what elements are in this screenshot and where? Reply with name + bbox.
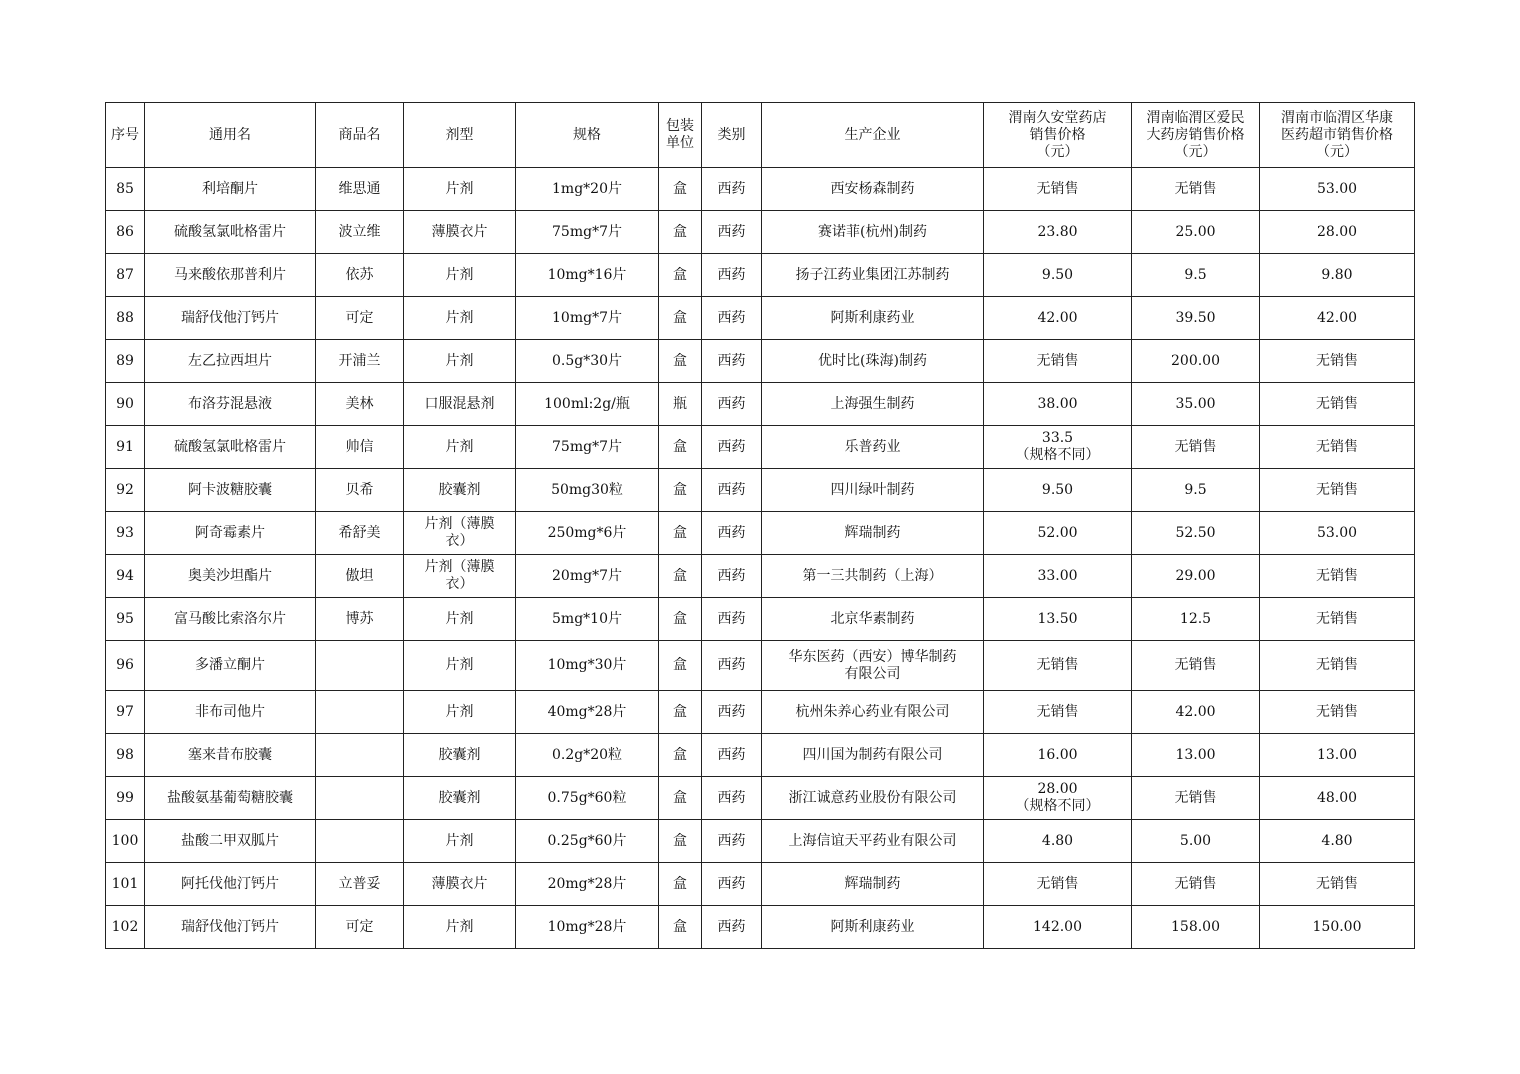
cell-manufacturer: 西安杨森制药 xyxy=(762,168,984,211)
table-row xyxy=(106,555,1415,598)
cell-manufacturer: 北京华素制药 xyxy=(762,598,984,641)
cell-brand-name: 博苏 xyxy=(316,598,404,641)
table-row xyxy=(106,211,1415,254)
cell-manufacturer: 赛诺菲(杭州)制药 xyxy=(762,211,984,254)
header-price-huakang: 渭南市临渭区华康 医药超市销售价格 （元） xyxy=(1260,103,1415,168)
header-seq: 序号 xyxy=(106,103,145,168)
header-generic-name: 通用名 xyxy=(145,103,316,168)
cell-category: 西药 xyxy=(702,383,762,426)
cell-seq: 87 xyxy=(106,254,145,297)
cell-price-jiuantang: 无销售 xyxy=(984,863,1132,906)
cell-seq: 100 xyxy=(106,820,145,863)
cell-seq: 93 xyxy=(106,512,145,555)
cell-package-unit: 瓶 xyxy=(659,383,702,426)
cell-manufacturer: 四川绿叶制药 xyxy=(762,469,984,512)
cell-seq: 91 xyxy=(106,426,145,469)
cell-manufacturer: 上海强生制药 xyxy=(762,383,984,426)
cell-dosage-form: 片剂 xyxy=(404,340,516,383)
cell-generic-name: 左乙拉西坦片 xyxy=(145,340,316,383)
cell-price-huakang: 9.80 xyxy=(1260,254,1415,297)
cell-seq: 95 xyxy=(106,598,145,641)
cell-generic-name: 非布司他片 xyxy=(145,691,316,734)
cell-specification: 10mg*7片 xyxy=(516,297,659,340)
cell-generic-name: 富马酸比索洛尔片 xyxy=(145,598,316,641)
table-row xyxy=(106,297,1415,340)
table-row xyxy=(106,254,1415,297)
cell-generic-name: 盐酸氨基葡萄糖胶囊 xyxy=(145,777,316,820)
cell-seq: 94 xyxy=(106,555,145,598)
cell-seq: 85 xyxy=(106,168,145,211)
cell-brand-name xyxy=(316,691,404,734)
cell-dosage-form: 片剂 xyxy=(404,691,516,734)
cell-generic-name: 硫酸氢氯吡格雷片 xyxy=(145,211,316,254)
cell-dosage-form: 片剂 xyxy=(404,598,516,641)
cell-price-jiuantang: 23.80 xyxy=(984,211,1132,254)
cell-brand-name: 可定 xyxy=(316,906,404,949)
cell-price-huakang: 无销售 xyxy=(1260,641,1415,691)
cell-brand-name: 波立维 xyxy=(316,211,404,254)
cell-price-huakang: 无销售 xyxy=(1260,383,1415,426)
cell-seq: 97 xyxy=(106,691,145,734)
cell-specification: 0.5g*30片 xyxy=(516,340,659,383)
header-price-aimin: 渭南临渭区爱民 大药房销售价格 （元） xyxy=(1132,103,1260,168)
cell-brand-name: 傲坦 xyxy=(316,555,404,598)
cell-package-unit: 盒 xyxy=(659,555,702,598)
cell-generic-name: 阿奇霉素片 xyxy=(145,512,316,555)
cell-category: 西药 xyxy=(702,469,762,512)
cell-package-unit: 盒 xyxy=(659,469,702,512)
cell-brand-name xyxy=(316,641,404,691)
cell-generic-name: 瑞舒伐他汀钙片 xyxy=(145,906,316,949)
cell-specification: 75mg*7片 xyxy=(516,426,659,469)
cell-dosage-form: 胶囊剂 xyxy=(404,734,516,777)
cell-price-huakang: 42.00 xyxy=(1260,297,1415,340)
cell-price-jiuantang: 52.00 xyxy=(984,512,1132,555)
cell-generic-name: 阿卡波糖胶囊 xyxy=(145,469,316,512)
cell-manufacturer: 阿斯利康药业 xyxy=(762,297,984,340)
cell-package-unit: 盒 xyxy=(659,734,702,777)
cell-price-huakang: 28.00 xyxy=(1260,211,1415,254)
cell-category: 西药 xyxy=(702,863,762,906)
table-row xyxy=(106,691,1415,734)
cell-package-unit: 盒 xyxy=(659,777,702,820)
cell-specification: 1mg*20片 xyxy=(516,168,659,211)
header-category: 类别 xyxy=(702,103,762,168)
cell-seq: 90 xyxy=(106,383,145,426)
cell-specification: 50mg30粒 xyxy=(516,469,659,512)
cell-price-jiuantang: 42.00 xyxy=(984,297,1132,340)
cell-price-aimin: 无销售 xyxy=(1132,426,1260,469)
cell-dosage-form: 片剂 xyxy=(404,426,516,469)
cell-manufacturer: 上海信谊天平药业有限公司 xyxy=(762,820,984,863)
cell-dosage-form: 口服混悬剂 xyxy=(404,383,516,426)
cell-category: 西药 xyxy=(702,734,762,777)
cell-specification: 10mg*28片 xyxy=(516,906,659,949)
header-price-jiuantang: 渭南久安堂药店 销售价格 （元） xyxy=(984,103,1132,168)
cell-specification: 5mg*10片 xyxy=(516,598,659,641)
cell-manufacturer: 扬子江药业集团江苏制药 xyxy=(762,254,984,297)
cell-generic-name: 盐酸二甲双胍片 xyxy=(145,820,316,863)
cell-package-unit: 盒 xyxy=(659,297,702,340)
cell-seq: 86 xyxy=(106,211,145,254)
table-row xyxy=(106,340,1415,383)
cell-category: 西药 xyxy=(702,168,762,211)
cell-price-aimin: 35.00 xyxy=(1132,383,1260,426)
cell-category: 西药 xyxy=(702,211,762,254)
cell-price-huakang: 48.00 xyxy=(1260,777,1415,820)
cell-generic-name: 布洛芬混悬液 xyxy=(145,383,316,426)
cell-seq: 102 xyxy=(106,906,145,949)
cell-price-aimin: 200.00 xyxy=(1132,340,1260,383)
cell-manufacturer: 第一三共制药（上海） xyxy=(762,555,984,598)
cell-manufacturer: 浙江诚意药业股份有限公司 xyxy=(762,777,984,820)
cell-package-unit: 盒 xyxy=(659,340,702,383)
cell-manufacturer: 四川国为制药有限公司 xyxy=(762,734,984,777)
table-row xyxy=(106,469,1415,512)
cell-manufacturer: 辉瑞制药 xyxy=(762,863,984,906)
cell-price-aimin: 无销售 xyxy=(1132,641,1260,691)
cell-price-jiuantang: 28.00 （规格不同） xyxy=(984,777,1132,820)
cell-brand-name: 可定 xyxy=(316,297,404,340)
cell-package-unit: 盒 xyxy=(659,641,702,691)
cell-package-unit: 盒 xyxy=(659,820,702,863)
cell-dosage-form: 片剂（薄膜 衣） xyxy=(404,555,516,598)
cell-price-aimin: 25.00 xyxy=(1132,211,1260,254)
cell-price-jiuantang: 33.00 xyxy=(984,555,1132,598)
cell-price-aimin: 无销售 xyxy=(1132,168,1260,211)
cell-price-huakang: 无销售 xyxy=(1260,426,1415,469)
cell-dosage-form: 片剂 xyxy=(404,906,516,949)
cell-category: 西药 xyxy=(702,691,762,734)
cell-price-jiuantang: 16.00 xyxy=(984,734,1132,777)
cell-price-huakang: 13.00 xyxy=(1260,734,1415,777)
cell-specification: 20mg*7片 xyxy=(516,555,659,598)
cell-price-aimin: 39.50 xyxy=(1132,297,1260,340)
table-row xyxy=(106,641,1415,691)
cell-package-unit: 盒 xyxy=(659,598,702,641)
table-row xyxy=(106,383,1415,426)
cell-price-aimin: 52.50 xyxy=(1132,512,1260,555)
cell-brand-name: 立普妥 xyxy=(316,863,404,906)
cell-category: 西药 xyxy=(702,254,762,297)
cell-specification: 40mg*28片 xyxy=(516,691,659,734)
cell-price-aimin: 5.00 xyxy=(1132,820,1260,863)
cell-price-aimin: 29.00 xyxy=(1132,555,1260,598)
cell-dosage-form: 片剂（薄膜 衣） xyxy=(404,512,516,555)
cell-price-jiuantang: 13.50 xyxy=(984,598,1132,641)
cell-dosage-form: 胶囊剂 xyxy=(404,469,516,512)
cell-price-aimin: 42.00 xyxy=(1132,691,1260,734)
cell-specification: 0.75g*60粒 xyxy=(516,777,659,820)
cell-category: 西药 xyxy=(702,555,762,598)
cell-price-huakang: 无销售 xyxy=(1260,598,1415,641)
cell-price-huakang: 53.00 xyxy=(1260,512,1415,555)
header-specification: 规格 xyxy=(516,103,659,168)
cell-specification: 100ml:2g/瓶 xyxy=(516,383,659,426)
table-header-row xyxy=(106,103,1415,168)
cell-price-huakang: 无销售 xyxy=(1260,340,1415,383)
cell-manufacturer: 阿斯利康药业 xyxy=(762,906,984,949)
header-brand-name: 商品名 xyxy=(316,103,404,168)
cell-category: 西药 xyxy=(702,340,762,383)
cell-dosage-form: 片剂 xyxy=(404,168,516,211)
cell-package-unit: 盒 xyxy=(659,254,702,297)
cell-price-huakang: 53.00 xyxy=(1260,168,1415,211)
cell-generic-name: 马来酸依那普利片 xyxy=(145,254,316,297)
cell-generic-name: 利培酮片 xyxy=(145,168,316,211)
cell-brand-name xyxy=(316,777,404,820)
cell-manufacturer: 杭州朱养心药业有限公司 xyxy=(762,691,984,734)
cell-price-aimin: 无销售 xyxy=(1132,863,1260,906)
cell-price-jiuantang: 无销售 xyxy=(984,691,1132,734)
cell-manufacturer: 乐普药业 xyxy=(762,426,984,469)
cell-price-aimin: 9.5 xyxy=(1132,469,1260,512)
cell-dosage-form: 薄膜衣片 xyxy=(404,211,516,254)
cell-seq: 92 xyxy=(106,469,145,512)
cell-price-aimin: 9.5 xyxy=(1132,254,1260,297)
cell-manufacturer: 优时比(珠海)制药 xyxy=(762,340,984,383)
cell-price-jiuantang: 无销售 xyxy=(984,340,1132,383)
cell-package-unit: 盒 xyxy=(659,863,702,906)
cell-specification: 20mg*28片 xyxy=(516,863,659,906)
cell-price-aimin: 158.00 xyxy=(1132,906,1260,949)
cell-brand-name: 开浦兰 xyxy=(316,340,404,383)
cell-brand-name: 希舒美 xyxy=(316,512,404,555)
cell-seq: 96 xyxy=(106,641,145,691)
cell-price-aimin: 13.00 xyxy=(1132,734,1260,777)
table-row xyxy=(106,168,1415,211)
cell-seq: 88 xyxy=(106,297,145,340)
cell-dosage-form: 薄膜衣片 xyxy=(404,863,516,906)
table-row xyxy=(106,598,1415,641)
cell-seq: 99 xyxy=(106,777,145,820)
cell-price-jiuantang: 9.50 xyxy=(984,469,1132,512)
cell-package-unit: 盒 xyxy=(659,426,702,469)
cell-generic-name: 瑞舒伐他汀钙片 xyxy=(145,297,316,340)
cell-package-unit: 盒 xyxy=(659,691,702,734)
cell-category: 西药 xyxy=(702,426,762,469)
cell-package-unit: 盒 xyxy=(659,906,702,949)
table-row xyxy=(106,426,1415,469)
header-package-unit: 包装 单位 xyxy=(659,103,702,168)
cell-specification: 250mg*6片 xyxy=(516,512,659,555)
cell-brand-name: 维思通 xyxy=(316,168,404,211)
cell-category: 西药 xyxy=(702,641,762,691)
cell-category: 西药 xyxy=(702,820,762,863)
cell-price-huakang: 4.80 xyxy=(1260,820,1415,863)
cell-manufacturer: 辉瑞制药 xyxy=(762,512,984,555)
cell-generic-name: 多潘立酮片 xyxy=(145,641,316,691)
cell-generic-name: 塞来昔布胶囊 xyxy=(145,734,316,777)
cell-dosage-form: 胶囊剂 xyxy=(404,777,516,820)
cell-specification: 0.2g*20粒 xyxy=(516,734,659,777)
cell-brand-name: 美林 xyxy=(316,383,404,426)
cell-manufacturer: 华东医药（西安）博华制药 有限公司 xyxy=(762,641,984,691)
cell-category: 西药 xyxy=(702,906,762,949)
cell-price-huakang: 150.00 xyxy=(1260,906,1415,949)
cell-brand-name: 依苏 xyxy=(316,254,404,297)
header-manufacturer: 生产企业 xyxy=(762,103,984,168)
cell-brand-name xyxy=(316,820,404,863)
cell-price-jiuantang: 33.5 （规格不同） xyxy=(984,426,1132,469)
cell-specification: 10mg*16片 xyxy=(516,254,659,297)
cell-category: 西药 xyxy=(702,297,762,340)
cell-package-unit: 盒 xyxy=(659,512,702,555)
cell-seq: 101 xyxy=(106,863,145,906)
cell-price-jiuantang: 142.00 xyxy=(984,906,1132,949)
cell-price-huakang: 无销售 xyxy=(1260,469,1415,512)
cell-price-aimin: 无销售 xyxy=(1132,777,1260,820)
cell-brand-name: 帅信 xyxy=(316,426,404,469)
cell-price-jiuantang: 无销售 xyxy=(984,641,1132,691)
table-row xyxy=(106,734,1415,777)
drug-price-table xyxy=(105,102,1415,949)
header-dosage-form: 剂型 xyxy=(404,103,516,168)
cell-generic-name: 阿托伐他汀钙片 xyxy=(145,863,316,906)
cell-price-jiuantang: 4.80 xyxy=(984,820,1132,863)
table-row xyxy=(106,906,1415,949)
table-row xyxy=(106,820,1415,863)
cell-category: 西药 xyxy=(702,598,762,641)
cell-brand-name xyxy=(316,734,404,777)
cell-specification: 10mg*30片 xyxy=(516,641,659,691)
cell-generic-name: 奥美沙坦酯片 xyxy=(145,555,316,598)
table-row xyxy=(106,512,1415,555)
cell-specification: 0.25g*60片 xyxy=(516,820,659,863)
cell-seq: 98 xyxy=(106,734,145,777)
cell-price-aimin: 12.5 xyxy=(1132,598,1260,641)
table-row xyxy=(106,777,1415,820)
cell-specification: 75mg*7片 xyxy=(516,211,659,254)
cell-price-jiuantang: 38.00 xyxy=(984,383,1132,426)
cell-generic-name: 硫酸氢氯吡格雷片 xyxy=(145,426,316,469)
cell-category: 西药 xyxy=(702,777,762,820)
cell-price-huakang: 无销售 xyxy=(1260,863,1415,906)
cell-category: 西药 xyxy=(702,512,762,555)
cell-price-jiuantang: 9.50 xyxy=(984,254,1132,297)
cell-seq: 89 xyxy=(106,340,145,383)
cell-package-unit: 盒 xyxy=(659,168,702,211)
cell-price-jiuantang: 无销售 xyxy=(984,168,1132,211)
table-row xyxy=(106,863,1415,906)
cell-brand-name: 贝希 xyxy=(316,469,404,512)
cell-dosage-form: 片剂 xyxy=(404,254,516,297)
cell-dosage-form: 片剂 xyxy=(404,641,516,691)
cell-dosage-form: 片剂 xyxy=(404,297,516,340)
cell-price-huakang: 无销售 xyxy=(1260,555,1415,598)
cell-package-unit: 盒 xyxy=(659,211,702,254)
cell-price-huakang: 无销售 xyxy=(1260,691,1415,734)
cell-dosage-form: 片剂 xyxy=(404,820,516,863)
